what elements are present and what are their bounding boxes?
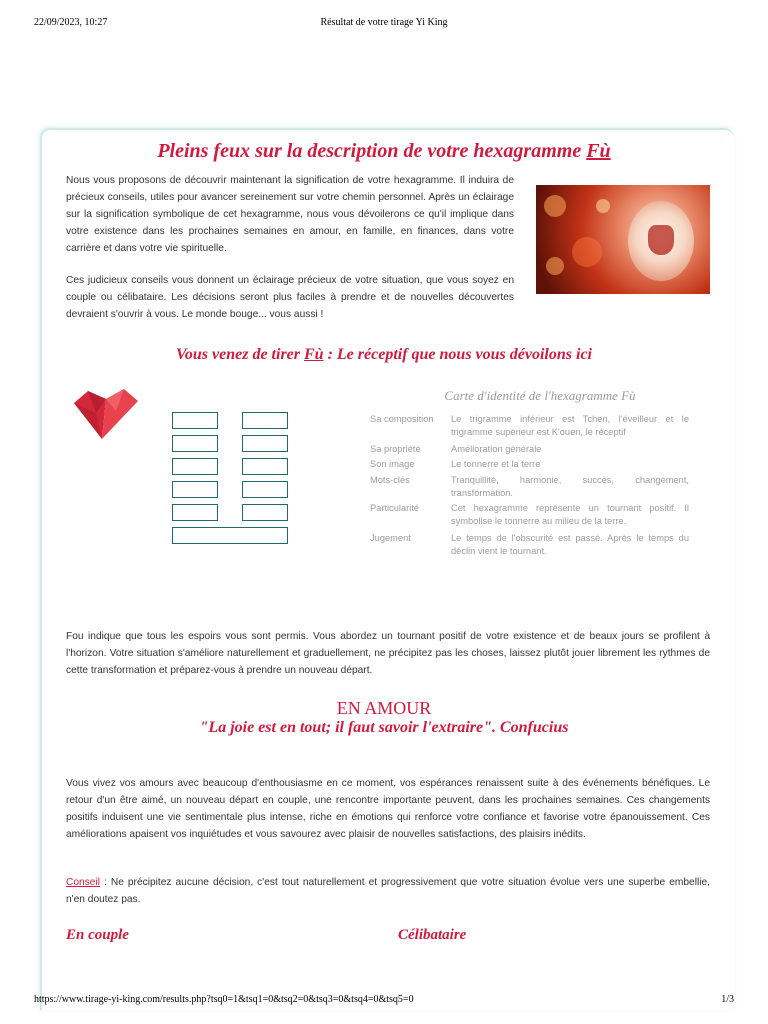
hexagram-line-broken	[242, 412, 288, 429]
origami-heart-icon	[72, 383, 140, 441]
print-url: https://www.tirage-yi-king.com/results.php?tsq0=1&tsq1=0&tsq2=0&tsq3=0&tsq4=0&tsq5=0	[34, 994, 414, 1005]
confucius-quote: "La joie est en tout; il faut savoir l'extraire". Confucius	[199, 719, 569, 736]
hexagram-line-broken	[242, 504, 288, 521]
heading-en-couple: En couple	[66, 927, 129, 943]
print-page-number: 1/3	[721, 994, 734, 1005]
identity-value: Le temps de l'obscurité est passé. Après le temps du déclin vient le tournant.	[451, 533, 689, 556]
identity-label: Mots-clés	[370, 475, 410, 485]
hexagram-name: Fù	[586, 140, 611, 162]
hexagram-line-broken	[172, 435, 218, 452]
hexagram-fu	[170, 410, 290, 546]
identity-label: Particularité	[370, 503, 420, 513]
hexagram-line-broken	[172, 481, 218, 498]
section-title-amour: EN AMOUR	[336, 698, 432, 718]
identity-label: Jugement	[370, 533, 411, 543]
print-header	[0, 17, 768, 31]
amour-paragraph: Vous vivez vos amours avec beaucoup d'enthousiasme en ce moment, vos espérances renaissent suite à des événements bénéfiques. Le retour d'un être aimé, un nouveau départ en couple, une rencontre importante peuvent, dans les prochaines semaines. Ces changements positifs induisent une vie sentimentale plus intense, riche en émotions qui renforce votre confiance et favorise votre épanouissement. Ces améliorations apaisent vos inquiétudes et vous savourez avec plaisir de nouvelles satisfactions, des plaisirs inédits.	[66, 778, 710, 840]
conseil-label: Conseil	[66, 877, 100, 888]
hexagram-line-broken	[242, 435, 288, 452]
hexagram-line-broken	[242, 458, 288, 475]
identity-value: Le tonnerre et la terre	[451, 459, 541, 469]
identity-label: Sa propriété	[370, 444, 421, 454]
intro-paragraph-2: Ces judicieux conseils vous donnent un éclairage précieux de votre situation, que vous soyez en couple ou célibataire. Les décisions seront plus faciles à prendre et de nouvelles découvertes devraient s'ouvrir à vous. Le monde bouge... vous aussi !	[66, 275, 514, 320]
intro-paragraph-1: Nous vous proposons de découvrir maintenant la signification de votre hexagramme. Il induira de précieux conseils, utiles pour avancer sereinement sur votre chemin personnel. Après un éclairage sur la signification symbolique de cet hexagramme, nous vous dévoilerons ce qu'il implique dans votre existence dans les prochaines semaines en amour, en famille, en finances, dans votre carrière et dans votre vie spirituelle.	[66, 175, 514, 254]
section-subtitle: Vous venez de tirer Fù : Le réceptif que nous vous dévoilons ici	[176, 346, 592, 363]
hexagram-line-broken	[242, 481, 288, 498]
identity-value: Cet hexagramme représente un tournant positif. Il symbolise le tonnerre au milieu de la terre.	[451, 503, 689, 526]
hexagram-line-broken	[172, 504, 218, 521]
print-datetime: 22/09/2023, 10:27	[34, 17, 108, 28]
chinese-lantern-image	[536, 185, 710, 294]
hexagram-line-solid	[172, 527, 288, 544]
identity-label: Sa composition	[370, 414, 434, 424]
identity-value: Tranquillité, harmonie, succès, changement, transformation.	[451, 475, 689, 498]
identity-label: Son image	[370, 459, 415, 469]
print-title: Résultat de votre tirage Yi King	[320, 17, 448, 28]
conseil-paragraph: Conseil : Ne précipitez aucune décision, c'est tout naturellement et progressivement que votre situation évolue vers une superbe embellie, n'en doutez pas.	[66, 877, 710, 905]
page-title: Pleins feux sur la description de votre hexagramme Fù	[157, 140, 611, 162]
identity-value: Amélioration générale	[451, 444, 542, 454]
print-footer	[0, 994, 768, 1008]
identity-value: Le trigramme inférieur est Tchen, l'éveilleur et le trigramme supérieur est K'ouen, le réceptif	[451, 414, 689, 437]
summary-paragraph: Fou indique que tous les espoirs vous sont permis. Vous abordez un tournant positif de votre existence et de beaux jours se profilent à l'horizon. Votre situation s'améliore naturellement et graduellement, ne précipitez pas les choses, laissez plutôt jouer librement les rythmes de cette transformation et préparez-vous à prendre un nouveau départ.	[66, 631, 710, 676]
identity-card-title: Carte d'identité de l'hexagramme Fù	[444, 388, 636, 403]
heading-celibataire: Célibataire	[398, 927, 467, 943]
hexagram-line-broken	[172, 412, 218, 429]
hexagram-line-broken	[172, 458, 218, 475]
